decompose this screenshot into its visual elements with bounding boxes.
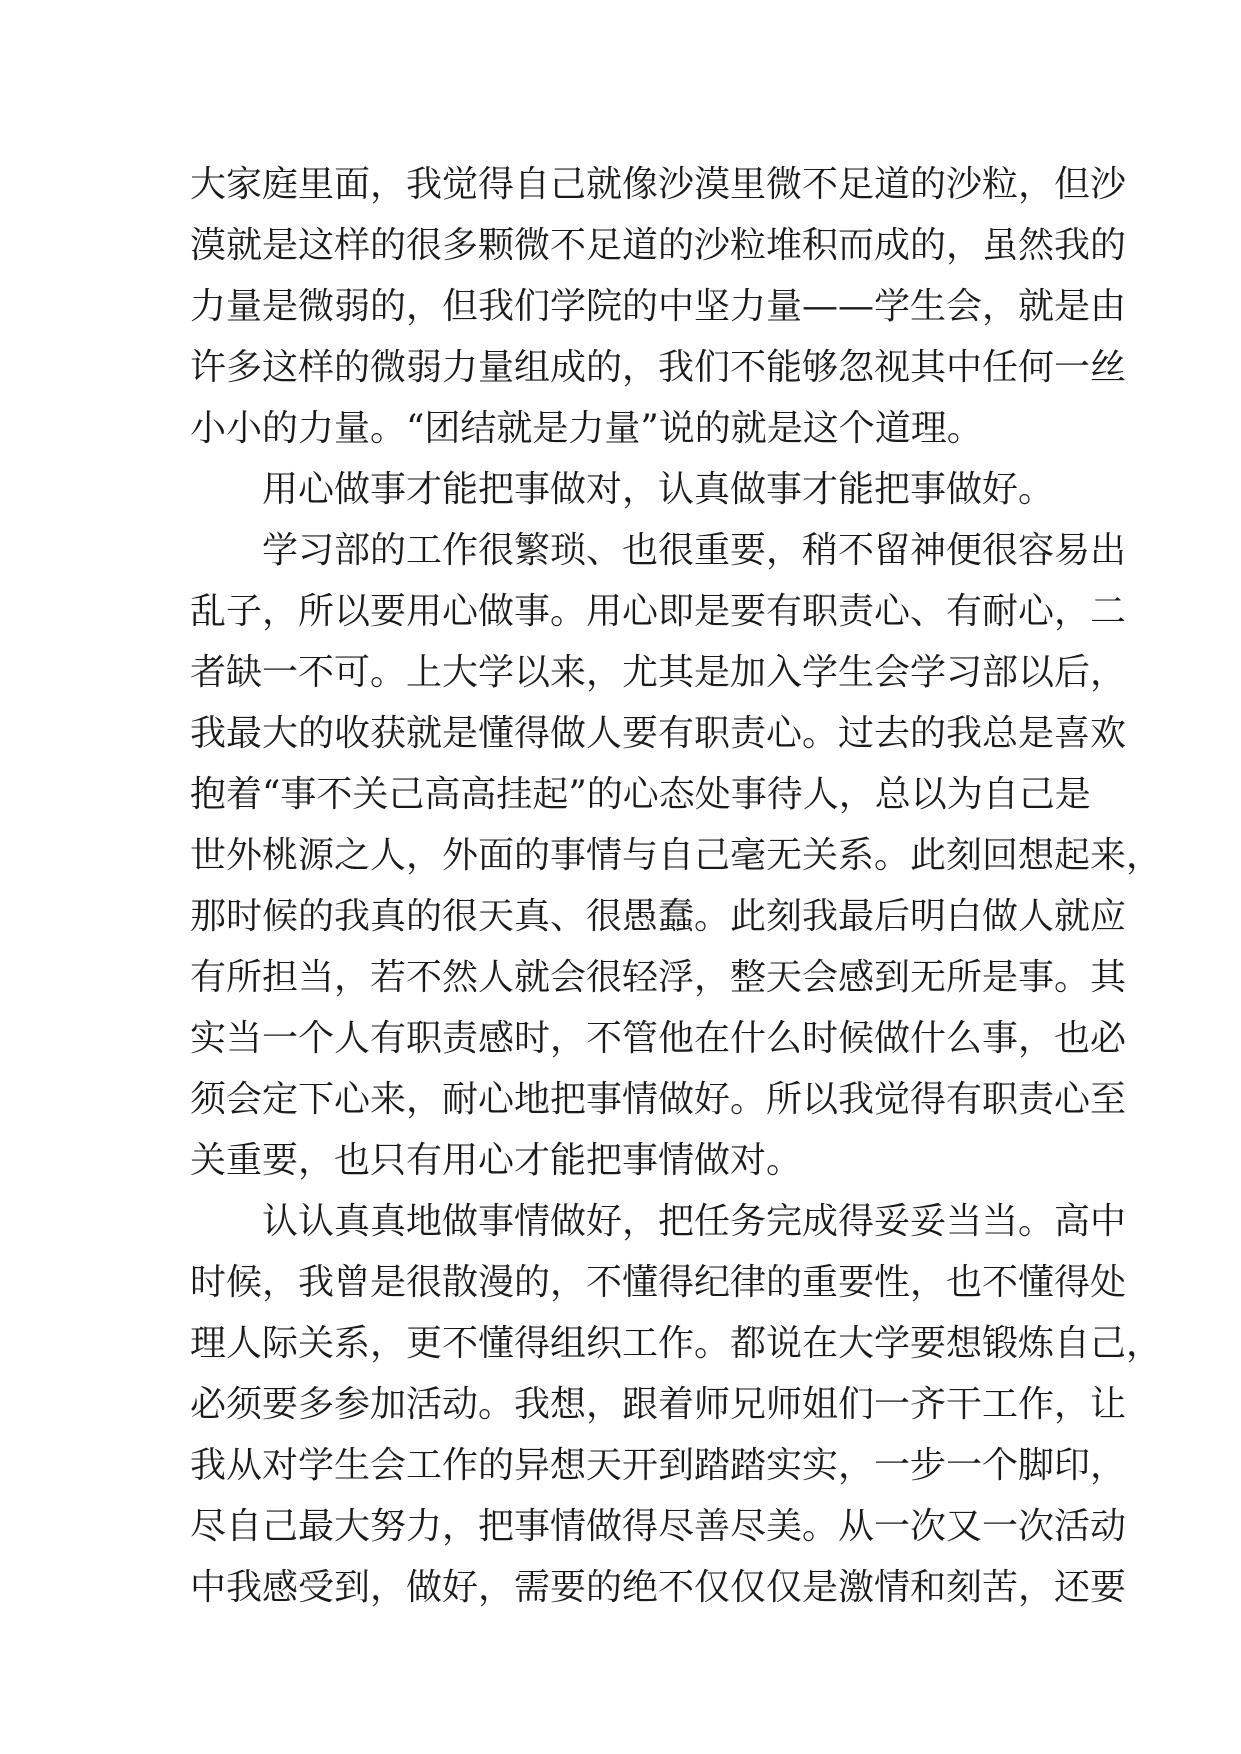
text-line: 我最大的收获就是懂得做人要有职责心。过去的我总是喜欢 — [190, 713, 1127, 754]
text-line: 学习部的工作很繁琐、也很重要，稍不留神便很容易出 — [262, 530, 1127, 571]
paragraph — [190, 1191, 1163, 1618]
text-line: 小小的力量。“团结就是力量”说的就是这个道理。 — [190, 408, 983, 449]
text-line: 必须要多参加活动。我想，跟着师兄师姐们一齐干工作，让 — [190, 1384, 1127, 1425]
text-line: 理人际关系，更不懂得组织工作。都说在大学要想锻炼自己， — [190, 1323, 1163, 1364]
text-line: 者缺一不可。上大学以来，尤其是加入学生会学习部以后， — [190, 652, 1127, 693]
text-line: 须会定下心来，耐心地把事情做好。所以我觉得有职责心至 — [190, 1079, 1127, 1120]
paragraph — [190, 154, 1127, 459]
text-line: 我从对学生会工作的异想天开到踏踏实实，一步一个脚印， — [190, 1445, 1127, 1486]
text-line: 关重要，也只有用心才能把事情做对。 — [190, 1140, 803, 1181]
text-line: 乱子，所以要用心做事。用心即是要有职责心、有耐心，二 — [190, 591, 1127, 632]
paragraph — [190, 459, 1070, 520]
text-line: 世外桃源之人，外面的事情与自己毫无关系。此刻回想起来， — [190, 835, 1163, 876]
paragraph — [190, 520, 1163, 1191]
text-line: 那时候的我真的很天真、很愚蠢。此刻我最后明白做人就应 — [190, 896, 1127, 937]
text-line: 抱着“事不关己高高挂起”的心态处事待人，总以为自己是 — [190, 774, 1091, 815]
text-line: 力量是微弱的，但我们学院的中坚力量——学生会，就是由 — [190, 286, 1127, 327]
text-line: 大家庭里面，我觉得自己就像沙漠里微不足道的沙粒，但沙 — [190, 164, 1127, 205]
text-line: 许多这样的微弱力量组成的，我们不能够忽视其中任何一丝 — [190, 347, 1127, 388]
text-line: 中我感受到，做好，需要的绝不仅仅仅是激情和刻苦，还要 — [190, 1567, 1127, 1608]
text-line: 漠就是这样的很多颗微不足道的沙粒堆积而成的，虽然我的 — [190, 225, 1127, 266]
text-line: 实当一个人有职责感时，不管他在什么时候做什么事，也必 — [190, 1018, 1127, 1059]
text-line: 认认真真地做事情做好，把任务完成得妥妥当当。高中 — [262, 1201, 1127, 1242]
text-line: 时候，我曾是很散漫的，不懂得纪律的重要性，也不懂得处 — [190, 1262, 1127, 1303]
text-line: 尽自己最大努力，把事情做得尽善尽美。从一次又一次活动 — [190, 1506, 1127, 1547]
text-line: 用心做事才能把事做对，认真做事才能把事做好。 — [262, 469, 1055, 510]
body-text — [190, 154, 1163, 1618]
text-line: 有所担当，若不然人就会很轻浮，整天会感到无所是事。其 — [190, 957, 1127, 998]
